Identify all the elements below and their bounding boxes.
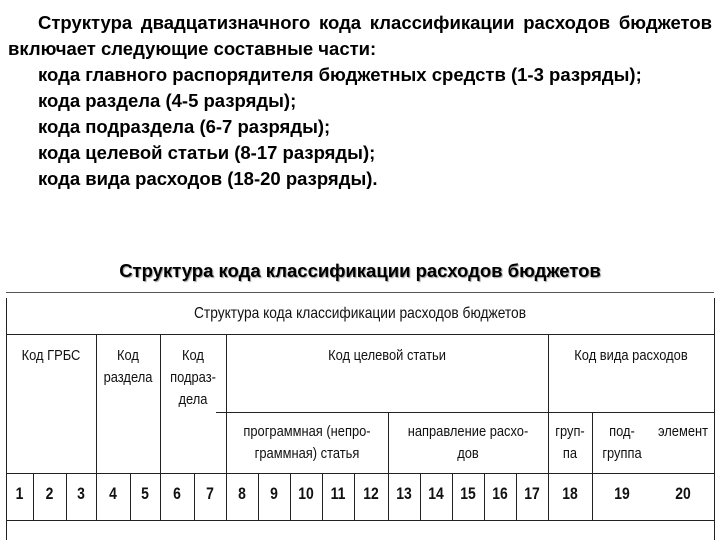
- subheader-programmnaya-2: граммная) статья: [254, 445, 360, 462]
- intro-paragraph: Структура двадцатизначного кода классификации расходов бюджетов включает следующие составные части:: [8, 12, 712, 59]
- subheader-gruppa-2: па: [562, 445, 578, 462]
- digit-14: 14: [428, 484, 444, 503]
- digit-2: 2: [45, 484, 54, 503]
- digit-11: 11: [330, 484, 346, 503]
- digit-17: 17: [524, 484, 540, 503]
- col-sep-razdel: [160, 334, 161, 520]
- digit-sep: [290, 473, 291, 520]
- subheader-napravlenie-1: направление расхо-: [407, 423, 529, 440]
- digit-sep: [33, 473, 34, 520]
- table-rule-subheader: [216, 412, 714, 413]
- header-grbs: Код ГРБС: [21, 347, 81, 364]
- col-sep-podrazdel: [226, 334, 227, 520]
- text-block: [8, 10, 712, 192]
- digit-6: 6: [173, 484, 181, 503]
- list-item-razdel: кода раздела (4-5 разряды);: [38, 90, 297, 111]
- digit-sep: [130, 473, 131, 520]
- digit-9: 9: [270, 484, 278, 503]
- col-sep-celevaya: [548, 334, 549, 520]
- digit-sep: [484, 473, 485, 520]
- header-vid: Код вида расходов: [574, 347, 688, 364]
- digit-19: 19: [614, 484, 630, 503]
- subheader-podgruppa-1: под-: [609, 423, 635, 440]
- digit-sep: [354, 473, 355, 520]
- digit-13: 13: [396, 484, 412, 503]
- section-subtitle: Структура кода классификации расходов бюджетов: [119, 260, 601, 281]
- header-celevaya: Код целевой статьи: [328, 347, 446, 364]
- table-rule-title: [6, 334, 714, 335]
- list-item-vid: кода вида расходов (18-20 разряды).: [38, 168, 378, 189]
- subheader-element: элемент: [657, 423, 709, 440]
- subheader-gruppa-1: груп-: [555, 423, 585, 440]
- table-border-right: [714, 298, 715, 540]
- subheader-podgruppa-2: группа: [602, 445, 642, 462]
- digit-15: 15: [460, 484, 476, 503]
- col-sep-grbs: [96, 334, 97, 520]
- digit-10: 10: [298, 484, 314, 503]
- header-podrazdel-1: Код: [182, 347, 204, 364]
- code-structure-table: [0, 298, 720, 540]
- header-razdel-2: раздела: [103, 369, 153, 386]
- digit-3: 3: [77, 484, 85, 503]
- digit-20: 20: [675, 484, 691, 503]
- digit-18: 18: [562, 484, 578, 503]
- digit-4: 4: [109, 484, 117, 503]
- header-podrazdel-2: подраз-: [170, 369, 216, 386]
- list-item-grbs: кода главного распорядителя бюджетных средств (1-3 разряды);: [38, 64, 642, 85]
- digit-sep: [66, 473, 67, 520]
- divider: [6, 292, 714, 293]
- table-rule-digits-bottom: [6, 520, 714, 521]
- header-razdel-1: Код: [117, 347, 139, 364]
- digit-8: 8: [238, 484, 246, 503]
- digit-sep: [194, 473, 195, 520]
- table-rule-digits-top: [6, 473, 714, 474]
- col-sep-sub-2: [592, 412, 593, 520]
- header-podrazdel-3: дела: [178, 391, 208, 408]
- digit-12: 12: [363, 484, 379, 503]
- digit-sep: [516, 473, 517, 520]
- digit-sep: [322, 473, 323, 520]
- digit-16: 16: [492, 484, 508, 503]
- list-item-celevaya: кода целевой статьи (8-17 разряды);: [38, 142, 376, 163]
- digit-7: 7: [206, 484, 214, 503]
- list-item-podrazdel: кода подраздела (6-7 разряды);: [38, 116, 331, 137]
- digit-sep: [452, 473, 453, 520]
- table-title: Структура кода классификации расходов бюджетов: [193, 305, 527, 322]
- digit-sep: [258, 473, 259, 520]
- subheader-napravlenie-2: дов: [457, 445, 479, 462]
- col-sep-sub-1: [388, 412, 389, 520]
- subheader-programmnaya-1: программная (непро-: [243, 423, 371, 440]
- digit-1: 1: [15, 484, 24, 503]
- digit-5: 5: [141, 484, 149, 503]
- digit-sep: [420, 473, 421, 520]
